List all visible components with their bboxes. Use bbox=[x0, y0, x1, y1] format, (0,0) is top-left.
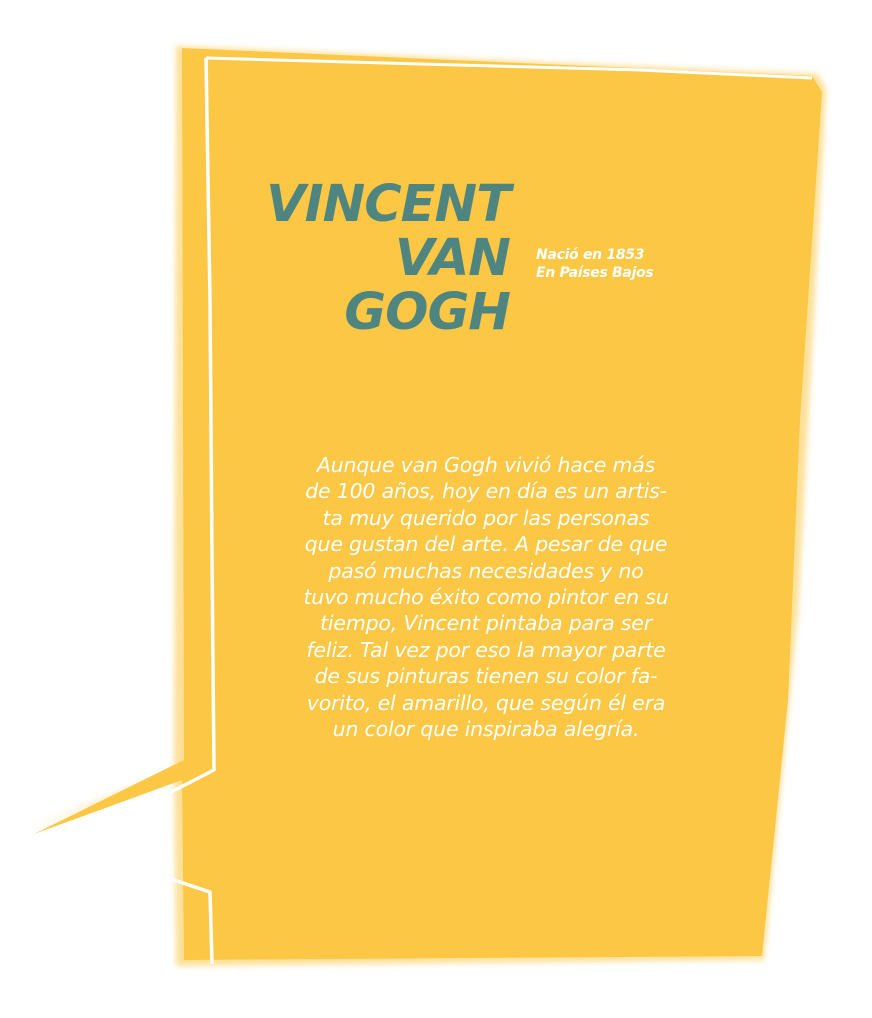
artist-name-title bbox=[266, 175, 510, 342]
title-line-van: VAN bbox=[394, 229, 510, 288]
birth-info bbox=[536, 246, 653, 282]
biography-paragraph bbox=[266, 452, 706, 742]
paragraph-line: que gustan del arte. A pesar de que bbox=[304, 532, 668, 557]
paragraph-line: ta muy querido por las personas bbox=[322, 505, 650, 530]
paragraph-line: tuvo mucho éxito como pintor en su bbox=[303, 585, 669, 610]
paragraph-line: pasó muchas necesidades y no bbox=[328, 558, 644, 583]
paragraph-line: vorito, el amarillo, que según él era bbox=[306, 690, 666, 715]
paragraph-line: feliz. Tal vez por eso la mayor parte bbox=[306, 637, 666, 662]
paragraph-line: Aunque van Gogh vivió hace más bbox=[316, 453, 656, 477]
paragraph-line: tiempo, Vincent pintaba para ser bbox=[320, 611, 652, 636]
paragraph-line: de 100 años, hoy en día es un artis- bbox=[305, 479, 667, 504]
paragraph-line: de sus pinturas tienen su color fa- bbox=[314, 664, 658, 689]
title-line-gogh: GOGH bbox=[344, 283, 510, 342]
birth-place: En Países Bajos bbox=[536, 265, 654, 281]
birth-year: Nació en 1853 bbox=[536, 247, 645, 263]
paragraph-line: un color que inspiraba alegría. bbox=[332, 717, 640, 742]
title-line-vincent: VINCENT bbox=[266, 175, 510, 234]
